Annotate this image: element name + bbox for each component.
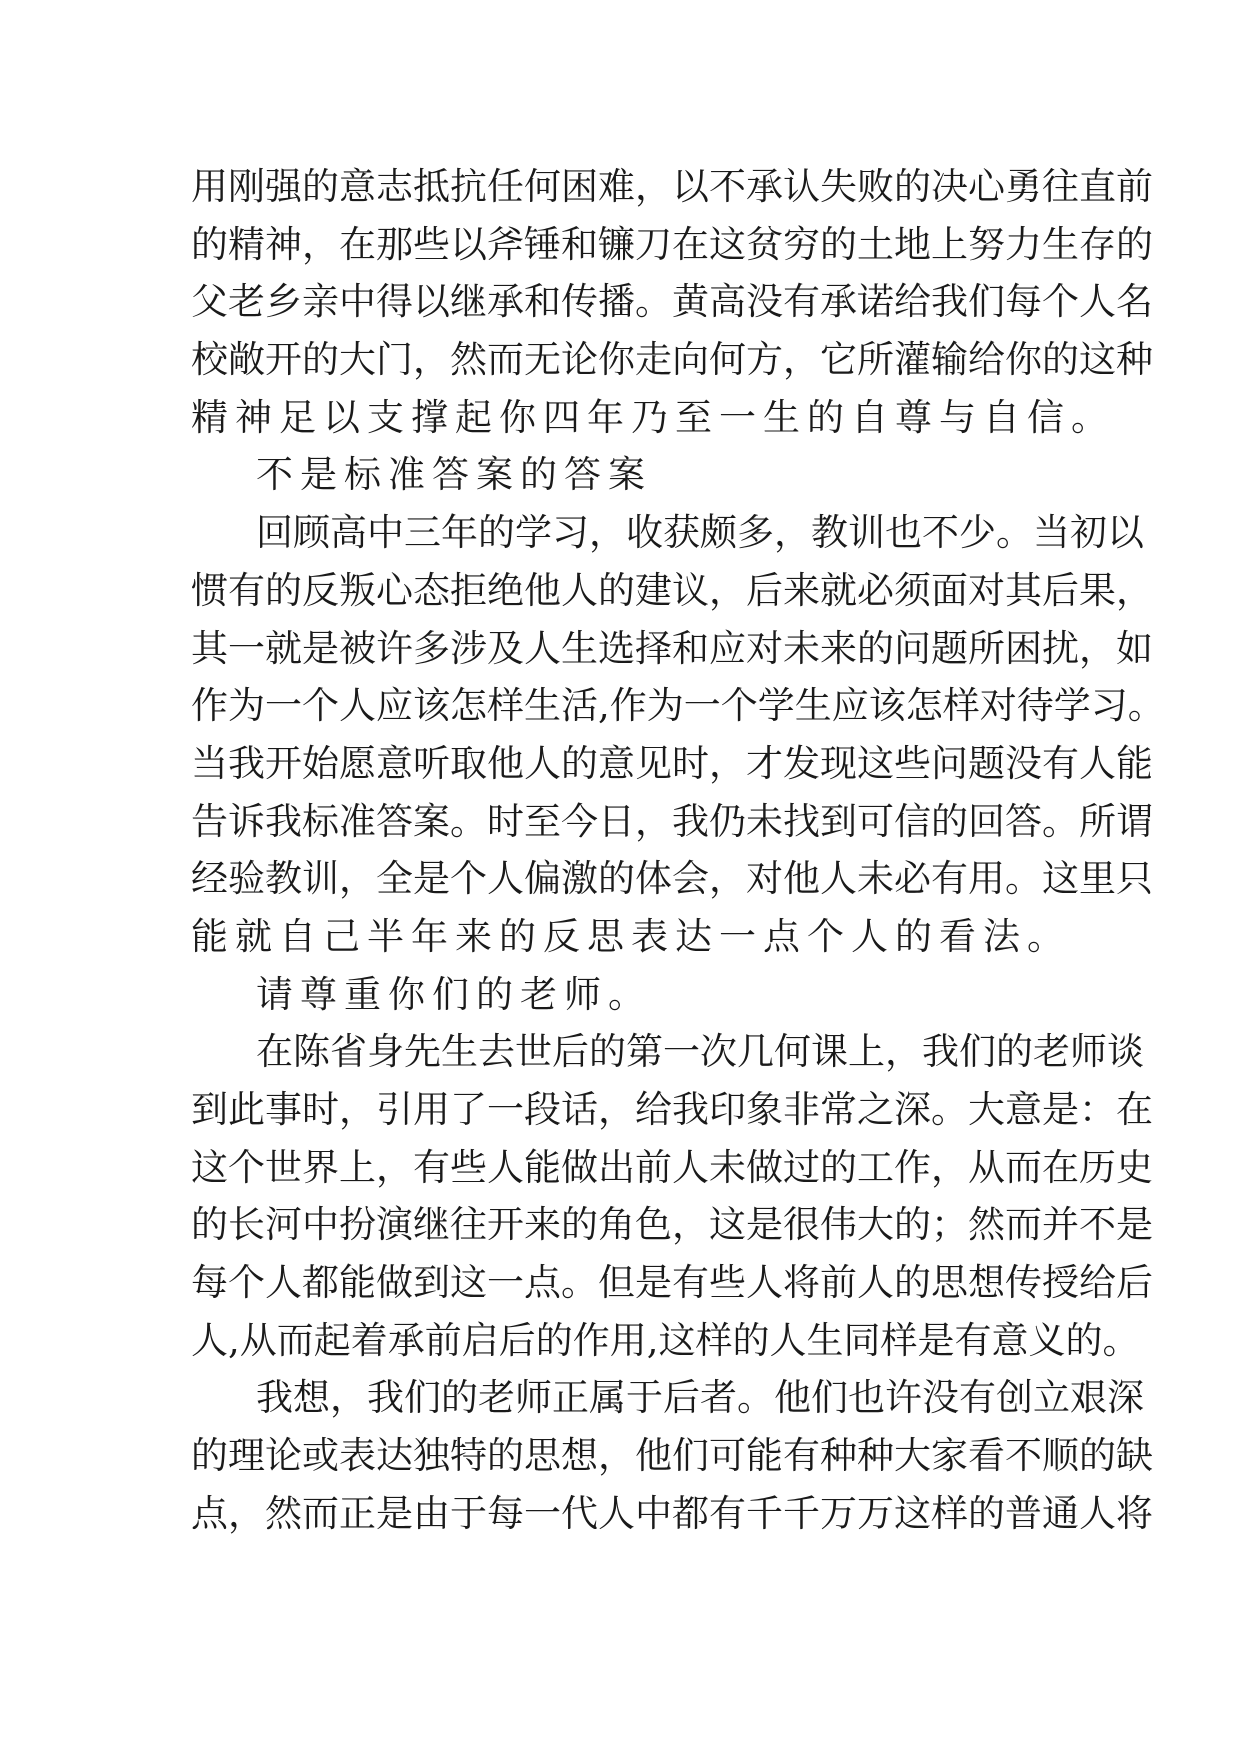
text-line: 这 个 世 界 上 ， 有 些 人 能 做 出 前 人 未 做 过 的 工 作 ， 从 而 在 历 史 [191,1145,1153,1189]
text-line: 校 敞 开 的 大 门 ， 然 而 无 论 你 走 向 何 方 ， 它 所 灌 输 给 你 的 这 种 [191,338,1153,382]
text-line: 我 想 ， 我 们 的 老 师 正 属 于 后 者 。 他 们 也 许 没 有 创 立 艰 深 [256,1376,1144,1420]
text-line: 告 诉 我 标 准 答 案 。 时 至 今 日 ， 我 仍 未 找 到 可 信 的 回 答 。 所 谓 [191,799,1153,843]
text-line: 当 我 开 始 愿 意 听 取 他 人 的 意 见 时 ， 才 发 现 这 些 问 题 没 有 人 能 [191,741,1153,785]
text-line: 精神足以支撑起你四年乃至一生的自尊与自信。 [191,395,1115,439]
document-body [191,158,1165,1543]
text-line: 用 刚 强 的 意 志 抵 抗 任 何 困 难 ， 以 不 承 认 失 败 的 决 心 勇 往 直 前 [191,165,1153,208]
text-line: 点 ， 然 而 正 是 由 于 每 一 代 人 中 都 有 千 千 万 万 这 样 的 普 通 人 将 [191,1491,1153,1535]
text-line: 的 精 神 ， 在 那 些 以 斧 锤 和 镰 刀 在 这 贫 穷 的 土 地 上 努 力 生 存 的 [191,222,1153,266]
text-line: 的 长 河 中 扮 演 继 往 开 来 的 角 色 ， 这 是 很 伟 大 的 ； 然 而 并 不 是 [191,1203,1153,1247]
text-line: 回 顾 高 中 三 年 的 学 习 ， 收 获 颇 多 ， 教 训 也 不 少 。 当 初 以 [256,511,1144,555]
text-line: 每 个 人 都 能 做 到 这 一 点 。 但 是 有 些 人 将 前 人 的 思 想 传 授 给 后 [191,1261,1153,1305]
text-line: 的 理 论 或 表 达 独 特 的 思 想 ， 他 们 可 能 有 种 种 大 家 看 不 顺 的 缺 [191,1434,1153,1478]
text-line: 人 , 从 而 起 着 承 前 启 后 的 作 用 , 这 样 的 人 生 同 样 是 有 意 义 的 。 [191,1318,1140,1362]
section-heading: 不是标准答案的答案 [256,453,652,497]
text-line: 能就自己半年来的反思表达一点个人的看法。 [191,914,1071,958]
text-line: 父 老 乡 亲 中 得 以 继 承 和 传 播 。 黄 高 没 有 承 诺 给 我 们 每 个 人 名 [191,280,1153,324]
text-line: 其 一 就 是 被 许 多 涉 及 人 生 选 择 和 应 对 未 来 的 问 题 所 困 扰 ， 如 [191,626,1153,670]
text-line: 到 此 事 时 ， 引 用 了 一 段 话 ， 给 我 印 象 非 常 之 深 。 大 意 是 ： 在 [191,1088,1153,1131]
text-line: 作 为 一 个 人 应 该 怎 样 生 活 , 作 为 一 个 学 生 应 该 怎 样 对 待 学 习 。 [191,684,1165,728]
section-heading: 请尊重你们的老师。 [256,972,652,1016]
text-line: 在 陈 省 身 先 生 去 世 后 的 第 一 次 几 何 课 上 ， 我 们 的 老 师 谈 [256,1030,1144,1074]
text-line: 经 验 教 训 ， 全 是 个 人 偏 激 的 体 会 ， 对 他 人 未 必 有 用 。 这 里 只 [191,857,1153,901]
text-line: 惯 有 的 反 叛 心 态 拒 绝 他 人 的 建 议 ， 后 来 就 必 须 面 对 其 后 果 ， [191,568,1153,612]
